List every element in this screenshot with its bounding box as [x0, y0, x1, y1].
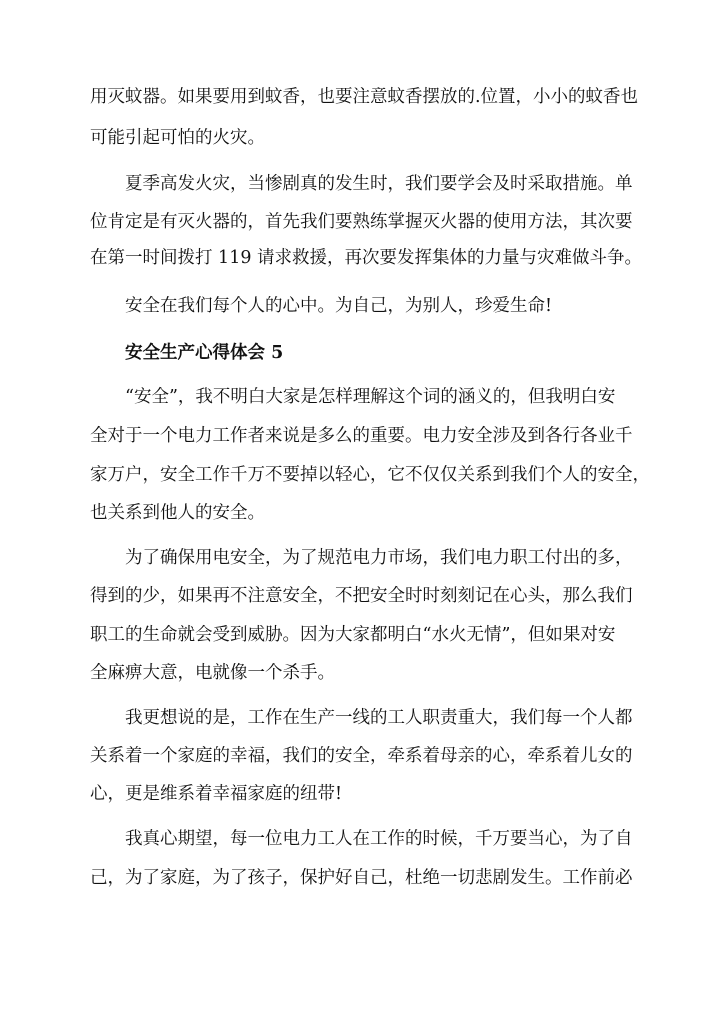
text-line: 得到的少，如果再不注意安全，不把安全时时刻刻记在心头，那么我们 — [90, 586, 633, 606]
text-line: 职工的生命就会受到威胁。因为大家都明白“水火无情”，但如果对安 — [90, 625, 616, 645]
text-line: 己，为了家庭，为了孩子，保护好自己，杜绝一切悲剧发生。工作前必 — [90, 868, 633, 888]
text-line: 全对于一个电力工作者来说是多么的重要。电力安全涉及到各行各业千 — [90, 426, 633, 446]
section-heading: 安全生产心得体会 5 — [125, 343, 284, 363]
text-line: 也关系到他人的安全。 — [90, 503, 265, 523]
text-line: 在第一时间拨打 119 请求救援，再次要发挥集体的力量与灾难做斗争。 — [90, 248, 643, 268]
text-line: 全麻痹大意，电就像一个杀手。 — [90, 663, 335, 683]
text-line: “安全”，我不明白大家是怎样理解这个词的涵义的，但我明白安 — [125, 387, 616, 407]
text-line: 我真心期望，每一位电力工人在工作的时候，千万要当心，为了自 — [125, 829, 633, 849]
text-line: 家万户，安全工作千万不要掉以轻心，它不仅仅关系到我们个人的安全， — [90, 465, 650, 485]
text-line: 位肯定是有灭火器的，首先我们要熟练掌握灭火器的使用方法，其次要 — [90, 212, 633, 232]
text-line: 夏季高发火灾，当惨剧真的发生时，我们要学会及时采取措施。单 — [125, 174, 633, 194]
text-line: 心，更是维系着幸福家庭的纽带! — [90, 784, 343, 804]
text-line: 用灭蚊器。如果要用到蚊香，也要注意蚊香摆放的.位置，小小的蚊香也 — [90, 87, 639, 107]
text-line: 为了确保用电安全，为了规范电力市场，我们电力职工付出的多， — [125, 548, 633, 568]
text-line: 安全在我们每个人的心中。为自己，为别人，珍爱生命! — [125, 296, 553, 316]
text-line: 关系着一个家庭的幸福，我们的安全，牵系着母亲的心，牵系着儿女的 — [90, 746, 633, 766]
text-line: 可能引起可怕的火灾。 — [90, 128, 265, 148]
text-line: 我更想说的是，工作在生产一线的工人职责重大，我们每一个人都 — [125, 708, 633, 728]
